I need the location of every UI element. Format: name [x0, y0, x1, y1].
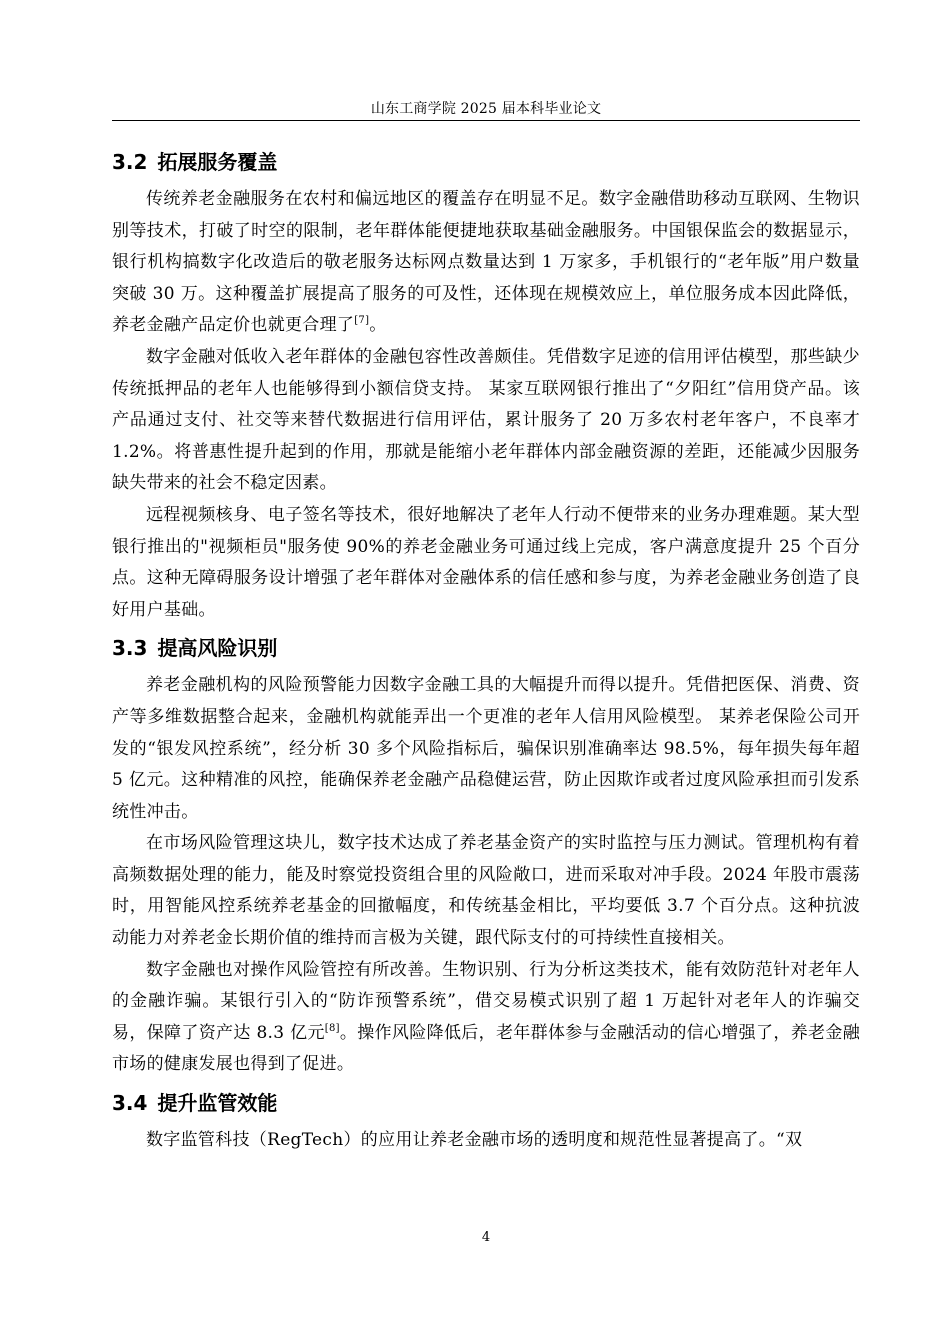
section-number: 3.2: [112, 150, 148, 174]
page-body: [112, 140, 860, 1157]
paragraph-text: 在市场风险管理这块儿，数字技术达成了养老基金资产的实时监控与压力测试。管理机构有着高频数据处理的能力，能及时察觉投资组合里的风险敞口，进而采取对冲手段。2024 年股市震荡时，用智能风控系统养老基金的回撤幅度，和传统基金相比，平均要低 3.7 个百分点。这种抗波动能力对养老金长期价值的维持而言极为关键，跟代际支付的可持续性直接相关。: [112, 833, 860, 949]
paragraph-text: 数字金融也对操作风险管控有所改善。生物识别、行为分析这类技术，能有效防范针对老年人的金融诈骗。某银行引入的“防诈预警系统”，借交易模式识别了超 1 万起针对老年人的诈骗交易，保障了资产达 8.3 亿元: [112, 959, 860, 1043]
page-number: 4: [481, 1230, 491, 1245]
paragraph-text: 传统养老金融服务在农村和偏远地区的覆盖存在明显不足。数字金融借助移动互联网、生物识别等技术，打破了时空的限制，老年群体能便捷地获取基础金融服务。中国银保监会的数据显示，银行机构搞数字化改造后的敬老服务达标网点数量达到 1 万家多，手机银行的“老年版”用户数量突破 30 万。这种覆盖扩展提高了服务的可及性，还体现在规模效应上，单位服务成本因此降低，养老金融产品定价也就更合理了: [112, 189, 860, 336]
paragraph: [112, 184, 860, 342]
section-title: 提高风险识别: [157, 636, 278, 661]
paragraph-tail: 。: [369, 315, 387, 336]
paragraph: [112, 1125, 860, 1157]
citation: [8]: [324, 1022, 340, 1034]
header-rule: [112, 120, 860, 121]
section-title: 提升监管效能: [157, 1091, 278, 1116]
section-title: 拓展服务覆盖: [157, 150, 278, 174]
paragraph: [112, 828, 860, 954]
paragraph: [112, 342, 860, 500]
citation: [7]: [354, 315, 370, 327]
section-number: 3.3: [112, 636, 148, 661]
paragraph-text: 数字金融对低收入老年群体的金融包容性改善颇佳。凭借数字足迹的信用评估模型，那些缺少传统抵押品的老年人也能够得到小额信贷支持。 某家互联网银行推出了“夕阳红”信用贷产品。该产品通过支付、社交等来替代数据进行信用评估，累计服务了 20 万多农村老年客户，不良率才 1.2%。将普惠性提升起到的作用，那就是能缩小老年群体内部金融资源的差距，还能减少因服务缺失带来的社会不稳定因素。: [112, 346, 860, 494]
section-heading-3-3: [112, 626, 860, 670]
running-header: 山东工商学院 2025 届本科毕业论文: [370, 101, 602, 117]
paragraph: [112, 955, 860, 1081]
section-number: 3.4: [112, 1091, 148, 1116]
section-heading-3-2: [112, 140, 860, 184]
paragraph: [112, 500, 860, 626]
paragraph-text: 数字监管科技（RegTech）的应用让养老金融市场的透明度和规范性显著提高了。“双: [146, 1130, 803, 1151]
paragraph-text: 养老金融机构的风险预警能力因数字金融工具的大幅提升而得以提升。凭借把医保、消费、资产等多维数据整合起来，金融机构就能弄出一个更准的老年人信用风险模型。 某养老保险公司开发的“银发风控系统”，经分析 30 多个风险指标后，骗保识别准确率达 98.5%，每年损失每年超 5 亿元。这种精准的风控，能确保养老金融产品稳健运营，防止因欺诈或者过度风险承担而引发系统性冲击。: [112, 675, 860, 822]
section-heading-3-4: [112, 1081, 860, 1125]
paragraph: [112, 670, 860, 828]
paragraph-tail: 。操作风险降低后，老年群体参与金融活动的信心增强了，养老金融市场的健康发展也得到了促进。: [112, 1022, 861, 1075]
paragraph-text: 远程视频核身、电子签名等技术，很好地解决了老年人行动不便带来的业务办理难题。某大型银行推出的"视频柜员"服务使 90%的养老金融业务可通过线上完成，客户满意度提升 25 个百分点。这种无障碍服务设计增强了老年群体对金融体系的信任感和参与度，为养老金融业务创造了良好用户基础。: [112, 504, 860, 620]
